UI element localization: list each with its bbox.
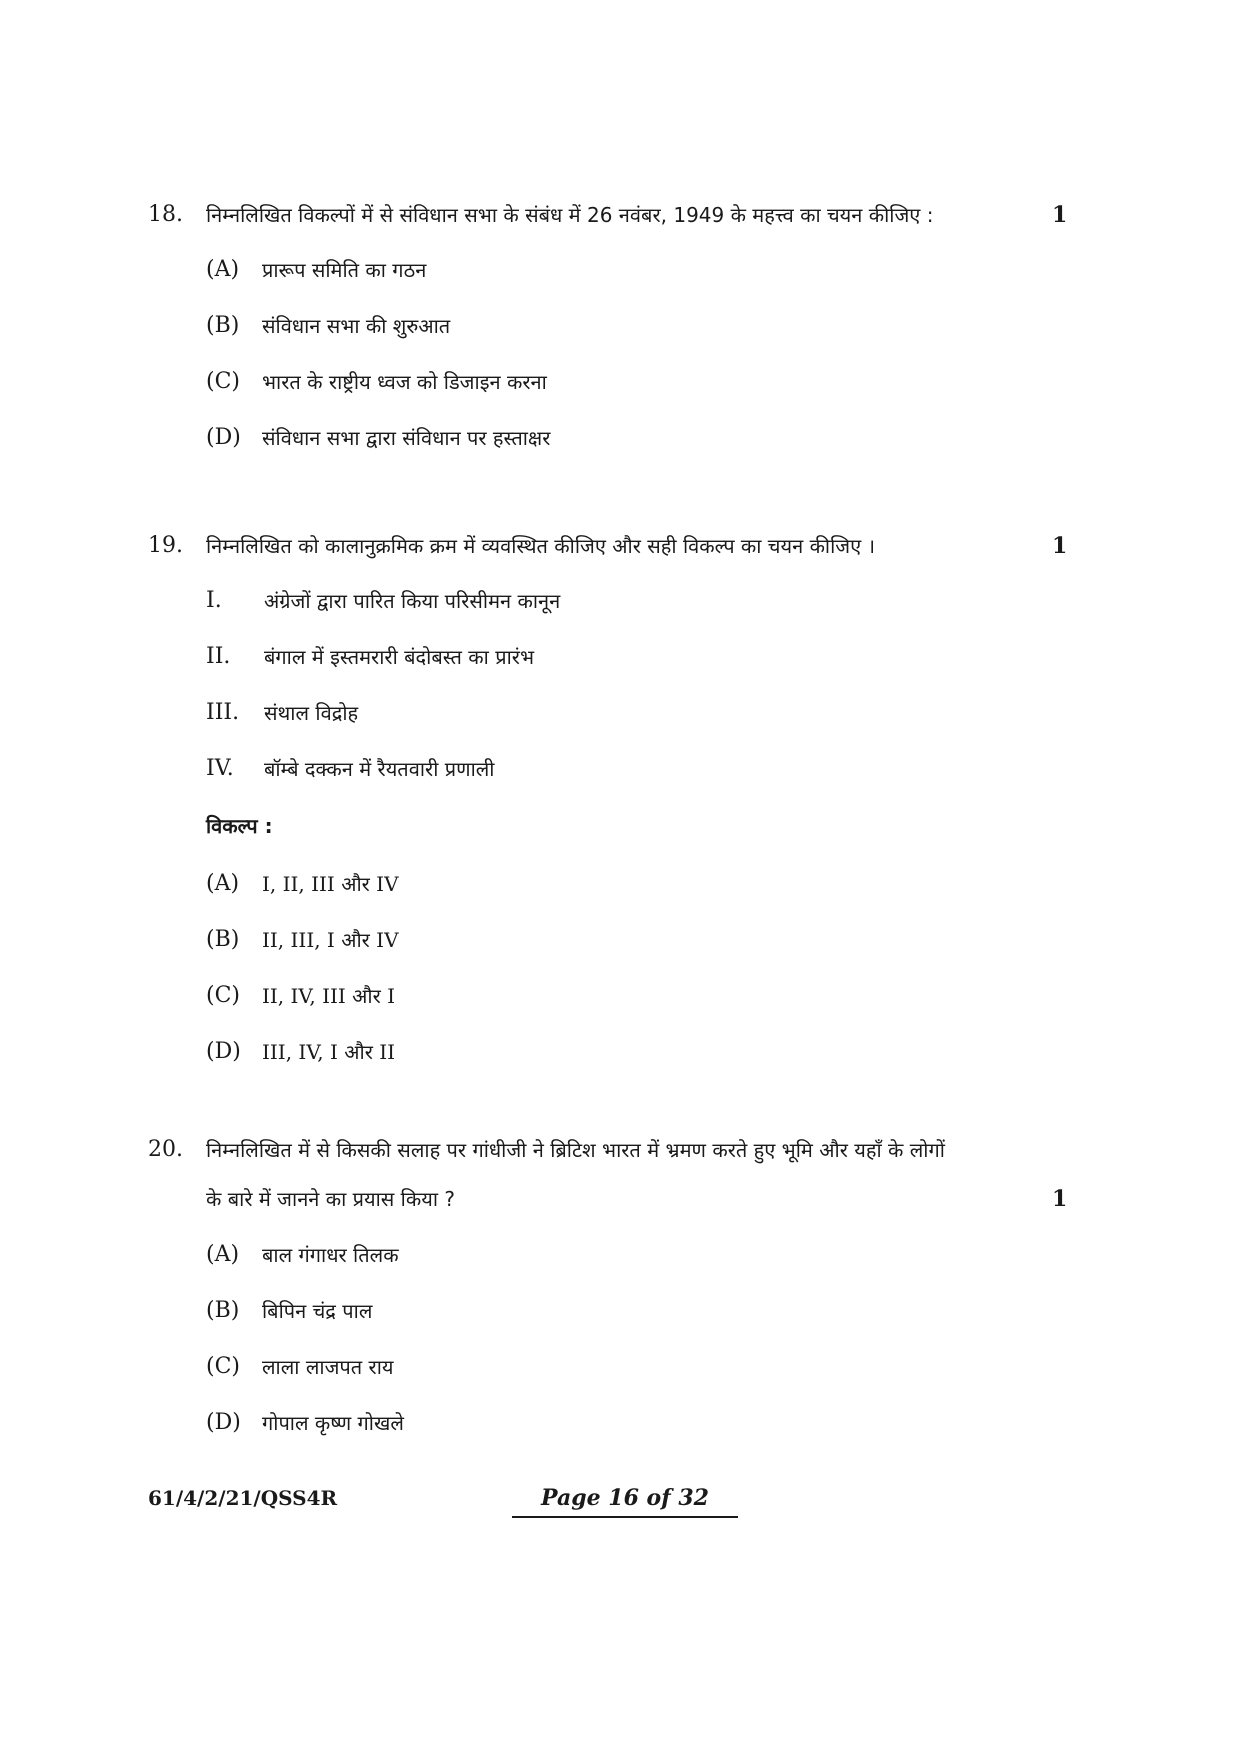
statement-label: I.: [206, 588, 222, 613]
option-text: I, II, III और IV: [262, 872, 399, 896]
question-text: निम्नलिखित विकल्पों में से संविधान सभा के संबंध में 26 नवंबर, 1949 के महत्त्व का चयन कीजिए :: [206, 203, 934, 227]
option-b: [0, 306, 1241, 346]
question-20-cont: [0, 1179, 1241, 1219]
question-19: [0, 526, 1241, 566]
question-number: 18.: [148, 202, 183, 227]
option-label: (A): [206, 257, 240, 282]
statement-3: [0, 693, 1241, 733]
option-text: प्रारूप समिति का गठन: [262, 258, 427, 282]
option-label: (D): [206, 1410, 241, 1435]
paper-code: 61/4/2/21/QSS4R: [148, 1486, 338, 1510]
statement-text: अंग्रेजों द्वारा पारित किया परिसीमन कानून: [264, 589, 561, 613]
statement-4: [0, 749, 1241, 789]
option-a: [0, 250, 1241, 290]
question-text: निम्नलिखित को कालानुक्रमिक क्रम में व्यवस्थित कीजिए और सही विकल्प का चयन कीजिए ।: [206, 534, 876, 558]
option-text: भारत के राष्ट्रीय ध्वज को डिजाइन करना: [262, 370, 547, 394]
option-text: बिपिन चंद्र पाल: [262, 1299, 373, 1323]
option-text: बाल गंगाधर तिलक: [262, 1243, 399, 1267]
option-c: [0, 362, 1241, 402]
question-20: [0, 1130, 1241, 1170]
statement-label: III.: [206, 700, 240, 725]
option-label: (C): [206, 369, 240, 394]
statement-text: संथाल विद्रोह: [264, 701, 359, 725]
option-label: (D): [206, 1039, 241, 1064]
option-c: [0, 1347, 1241, 1387]
option-text: III, IV, I और II: [262, 1040, 396, 1064]
option-label: (A): [206, 871, 240, 896]
question-text-line-2: के बारे में जानने का प्रयास किया ?: [206, 1187, 455, 1211]
statement-label: IV.: [206, 756, 234, 781]
option-text: लाला लाजपत राय: [262, 1355, 394, 1379]
option-text: गोपाल कृष्ण गोखले: [262, 1411, 404, 1435]
question-text-line-1: निम्नलिखित में से किसकी सलाह पर गांधीजी ने ब्रिटिश भारत में भ्रमण करते हुए भूमि और यहाँ के लोगों: [206, 1138, 945, 1162]
option-d: [0, 1403, 1241, 1443]
option-text: संविधान सभा की शुरुआत: [262, 314, 451, 338]
choices-heading: विकल्प :: [206, 814, 273, 838]
option-label: (C): [206, 983, 240, 1008]
option-d: [0, 418, 1241, 458]
question-marks: 1: [1052, 202, 1068, 228]
option-c: [0, 976, 1241, 1016]
option-d: [0, 1032, 1241, 1072]
question-number: 20.: [148, 1137, 183, 1162]
statement-text: बॉम्बे दक्कन में रैयतवारी प्रणाली: [264, 757, 495, 781]
statement-1: [0, 581, 1241, 621]
question-number: 19.: [148, 533, 183, 558]
option-text: संविधान सभा द्वारा संविधान पर हस्ताक्षर: [262, 426, 551, 450]
question-marks: 1: [1052, 533, 1068, 559]
option-b: [0, 920, 1241, 960]
option-a: [0, 1235, 1241, 1275]
option-b: [0, 1291, 1241, 1331]
option-label: (A): [206, 1242, 240, 1267]
statement-2: [0, 637, 1241, 677]
page-number: Page 16 of 32: [512, 1480, 738, 1518]
option-text: II, IV, III और I: [262, 984, 396, 1008]
question-marks: 1: [1052, 1186, 1068, 1212]
option-label: (C): [206, 1354, 240, 1379]
statement-text: बंगाल में इस्तमरारी बंदोबस्त का प्रारंभ: [264, 645, 535, 669]
statement-label: II.: [206, 644, 231, 669]
option-label: (B): [206, 313, 240, 338]
option-label: (B): [206, 927, 240, 952]
question-18: [0, 195, 1241, 235]
option-text: II, III, I और IV: [262, 928, 399, 952]
option-label: (D): [206, 425, 241, 450]
option-a: [0, 864, 1241, 904]
option-label: (B): [206, 1298, 240, 1323]
